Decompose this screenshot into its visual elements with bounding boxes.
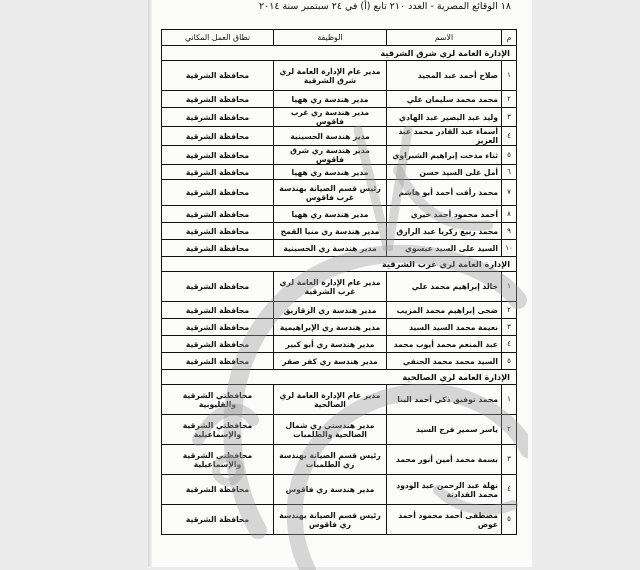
section-row [162, 46, 517, 61]
column-header-scope: نطاق العمل المكاني [162, 30, 274, 46]
work-scope: محافظة الشرقية [162, 505, 274, 535]
work-scope: محافظة الشرقية [162, 319, 274, 336]
table-row [162, 206, 517, 223]
work-scope: محافظتي الشرقية والقليوبية [162, 385, 274, 415]
person-name: ثناء مدحت إبراهيم الشبراوي [387, 146, 502, 165]
row-number: ٣ [502, 108, 517, 127]
work-scope: محافظة الشرقية [162, 146, 274, 165]
person-name: نعيمة محمد السيد السيد [387, 319, 502, 336]
section-title: الإدارة العامة لري شرق الشرقية [162, 46, 517, 61]
person-name: محمد ربيع زكريا عبد الرازق [387, 223, 502, 240]
work-scope: محافظة الشرقية [162, 336, 274, 353]
job-title: مدير هندسة الحسينية [274, 127, 387, 146]
work-scope: محافظة الشرقية [162, 127, 274, 146]
person-name: محمد رأفت أحمد أبو هاشم [387, 180, 502, 206]
table-row [162, 165, 517, 180]
table-row [162, 180, 517, 206]
job-title: مدير هندستي ري شمال الصالحية والطلمبات [274, 415, 387, 445]
table-row [162, 127, 517, 146]
person-name: أسماء عبد القادر محمد عبد العزيز [387, 127, 502, 146]
person-name: عبد المنعم محمد أيوب محمد [387, 336, 502, 353]
table-row [162, 108, 517, 127]
row-number: ٤ [502, 336, 517, 353]
row-number: ٨ [502, 206, 517, 223]
person-name: أحمد محمود أحمد خيري [387, 206, 502, 223]
table-row [162, 91, 517, 108]
row-number: ١ [502, 385, 517, 415]
person-name: ياسر سمير فرج السيد [387, 415, 502, 445]
work-scope: محافظة الشرقية [162, 302, 274, 319]
person-name: السيد محمد محمد الحنفي [387, 353, 502, 370]
table-row [162, 505, 517, 535]
column-header-number: م [502, 30, 517, 46]
page-header: ١٨ الوقائع المصرية - العدد ٢١٠ تابع (أ) في ٢٤ سبتمبر سنة ٢٠١٤ [259, 1, 511, 12]
job-title: مدير عام الإدارة العامة لري غرب الشرقية [274, 272, 387, 302]
work-scope: محافظة الشرقية [162, 272, 274, 302]
work-scope: محافظة الشرقية [162, 61, 274, 91]
section-title: الإدارة العامة لري غرب الشرقية [162, 257, 517, 272]
job-title: رئيس قسم الصيانة بهندسة ري فاقوس [274, 505, 387, 535]
row-number: ٩ [502, 223, 517, 240]
table-row [162, 240, 517, 257]
row-number: ٤ [502, 475, 517, 505]
row-number: ٥ [502, 146, 517, 165]
work-scope: محافظة الشرقية [162, 108, 274, 127]
work-scope: محافظة الشرقية [162, 180, 274, 206]
job-title: مدير هندسة ري ههيا [274, 165, 387, 180]
person-name: نهلة عبد الرحمن عبد الودود محمد القدادتة [387, 475, 502, 505]
person-name: وليد عبد البصير عبد الهادي [387, 108, 502, 127]
work-scope: محافظتي الشرقية والإسماعيلية [162, 415, 274, 445]
section-title: الإدارة العامة لري الصالحية [162, 370, 517, 385]
row-number: ٢ [502, 91, 517, 108]
table-row [162, 146, 517, 165]
work-scope: محافظة الشرقية [162, 240, 274, 257]
job-title: مدير هندسة ري الزقازيق [274, 302, 387, 319]
row-number: ١ [502, 61, 517, 91]
table-row [162, 302, 517, 319]
person-name: أمل على السيد حسن [387, 165, 502, 180]
row-number: ٥ [502, 505, 517, 535]
table-header [162, 30, 517, 46]
job-title: رئيس قسم الصيانة بهندسة غرب فاقوس [274, 180, 387, 206]
table-row [162, 445, 517, 475]
job-title: مدير هندسة ري ههيا [274, 206, 387, 223]
header-row [162, 30, 517, 46]
table-row [162, 415, 517, 445]
work-scope: محافظة الشرقية [162, 206, 274, 223]
job-title: مدير عام الإدارة العامة لري الصالحية [274, 385, 387, 415]
table-row [162, 353, 517, 370]
row-number: ٢ [502, 302, 517, 319]
work-scope: محافظة الشرقية [162, 165, 274, 180]
job-title: مدير هندسة ري أبو كبير [274, 336, 387, 353]
person-name: محمد محمد سليمان علي [387, 91, 502, 108]
job-title: مدير هندسة ري الحسينية [274, 240, 387, 257]
work-scope: محافظة الشرقية [162, 475, 274, 505]
row-number: ٢ [502, 415, 517, 445]
table-row [162, 319, 517, 336]
section-row [162, 370, 517, 385]
person-name: ضحى إبراهيم محمد المزيب [387, 302, 502, 319]
job-title: مدير هندسة ري شرق فاقوس [274, 146, 387, 165]
job-title: مدير عام الإدارة العامة لري شرق الشرقية [274, 61, 387, 91]
job-title: مدير هندسة ري الإبراهيمية [274, 319, 387, 336]
job-title: رئيس قسم الصيانة بهندسة ري الطلمبات [274, 445, 387, 475]
row-number: ٣ [502, 319, 517, 336]
table-row [162, 385, 517, 415]
person-name: مصطفى أحمد محمود أحمد عوض [387, 505, 502, 535]
appointments-table [161, 29, 517, 535]
column-header-name: الاسم [387, 30, 502, 46]
column-header-job: الوظيفة [274, 30, 387, 46]
work-scope: محافظة الشرقية [162, 223, 274, 240]
table-row [162, 61, 517, 91]
work-scope: محافظة الشرقية [162, 353, 274, 370]
work-scope: محافظة الشرقية [162, 91, 274, 108]
row-number: ١ [502, 272, 517, 302]
row-number: ١٠ [502, 240, 517, 257]
row-number: ٤ [502, 127, 517, 146]
person-name: بسمة محمد أمين أنور محمد [387, 445, 502, 475]
job-title: مدير هندسة ري ههيا [274, 91, 387, 108]
row-number: ٧ [502, 180, 517, 206]
table-row [162, 336, 517, 353]
job-title: مدير هندسة ري فاقوس [274, 475, 387, 505]
table-row [162, 272, 517, 302]
person-name: صلاح أحمد عبد المجيد [387, 61, 502, 91]
section-row [162, 257, 517, 272]
job-title: مدير هندسة ري غرب فاقوس [274, 108, 387, 127]
row-number: ٦ [502, 165, 517, 180]
table-body [162, 46, 517, 535]
table-row [162, 223, 517, 240]
job-title: مدير هندسة ري كفر صقر [274, 353, 387, 370]
person-name: السيد على السيد عيسوي [387, 240, 502, 257]
person-name: خالد إبراهيم محمد علي [387, 272, 502, 302]
person-name: محمد توفيق ذكي أحمد البنا [387, 385, 502, 415]
row-number: ٣ [502, 445, 517, 475]
table-row [162, 475, 517, 505]
job-title: مدير هندسة ري منيا القمح [274, 223, 387, 240]
row-number: ٥ [502, 353, 517, 370]
work-scope: محافظتي الشرقية والإسماعيلية [162, 445, 274, 475]
